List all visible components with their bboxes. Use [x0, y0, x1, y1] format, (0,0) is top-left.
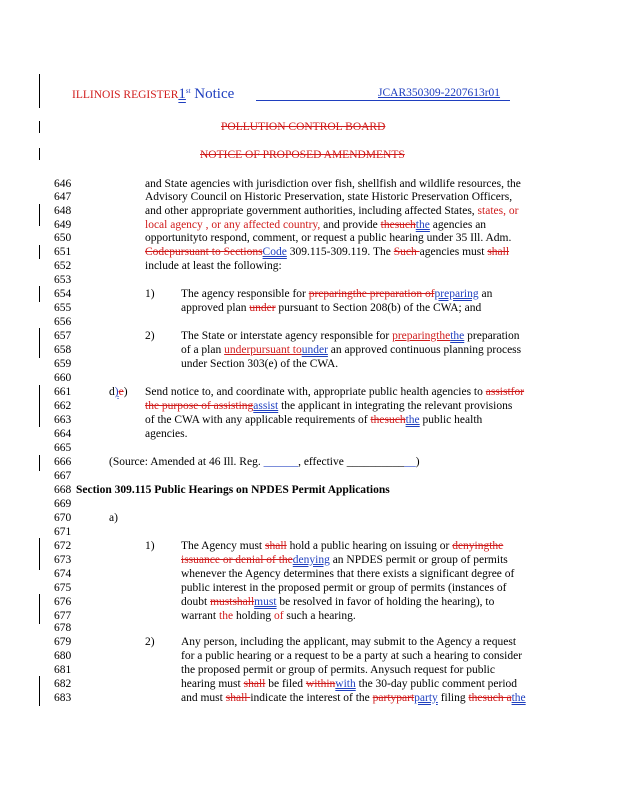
register-header	[72, 86, 234, 103]
line-number: 676	[54, 596, 72, 608]
deleted-text: shall	[265, 540, 287, 552]
line-number: 655	[54, 302, 72, 314]
text-run: an NPDES permit or group of permits	[329, 554, 508, 566]
text-run: hearing must	[181, 678, 244, 690]
text-run: (Source: Amended at 46 Ill. Reg.	[109, 456, 264, 468]
inserted-text: local agency , or any affected country,	[145, 219, 321, 231]
line-number: 661	[54, 386, 72, 398]
deleted-text: shall	[243, 678, 266, 690]
inserted-text: Code	[262, 246, 287, 258]
line-number: 646	[54, 178, 72, 190]
text-run: The agency responsible for	[181, 288, 309, 300]
text-run: doubt	[181, 596, 211, 608]
deleted-text: underpursuant to	[224, 344, 302, 356]
text-line	[181, 330, 520, 343]
text-line: agencies.	[145, 428, 188, 440]
change-bar	[39, 74, 40, 108]
blank-line: __	[404, 456, 416, 468]
line-number: 674	[54, 568, 72, 580]
line-number: 660	[54, 372, 72, 384]
inserted-text: the	[415, 219, 430, 231]
line-number: 677	[54, 610, 72, 622]
text-run: filing	[437, 692, 469, 704]
line-number: 671	[54, 526, 72, 538]
text-line	[181, 540, 503, 553]
text-run: of a plan	[181, 344, 225, 356]
change-bar	[39, 245, 40, 259]
inserted-text: assist	[253, 400, 279, 412]
text-line: for a public hearing or a request to be a party at such a hearing to consider	[181, 650, 523, 662]
page-mark: 1	[178, 86, 186, 102]
jcar-code-text: JCAR350309-2207613r01	[378, 87, 501, 99]
deleted-text: within	[305, 678, 336, 690]
line-number: 658	[54, 344, 72, 356]
line-number: 651	[54, 246, 72, 258]
text-line	[145, 246, 509, 259]
change-bar	[39, 455, 40, 471]
notice-text: Notice	[194, 86, 235, 102]
page-mark-sup: st	[185, 87, 191, 96]
line-number: 649	[54, 219, 72, 231]
line-number: 669	[54, 498, 72, 510]
change-bar	[39, 204, 40, 226]
text-run: )	[123, 386, 128, 398]
line-number: 665	[54, 442, 72, 454]
text-run: The State or interstate agency responsible for	[181, 330, 393, 342]
line-number: 670	[54, 512, 72, 524]
inserted-text: with	[335, 678, 356, 690]
line-number: 675	[54, 582, 72, 594]
line-number: 672	[54, 540, 72, 552]
notice-title: NOTICE OF PROPOSED AMENDMENTS	[200, 149, 405, 161]
board-title: POLLUTION CONTROL BOARD	[221, 121, 386, 133]
line-number: 654	[54, 288, 72, 300]
line-number: 673	[54, 554, 72, 566]
change-bar	[39, 328, 40, 358]
line-number: 652	[54, 260, 72, 272]
text-run: The Agency must	[181, 540, 265, 552]
deleted-text: thesuch a	[468, 692, 512, 704]
text-run: Send notice to, and coordinate with, appropriate public health agencies to	[145, 386, 486, 398]
text-run: be resolved in favor of holding the hearing), to	[276, 596, 495, 608]
item-label: 2)	[145, 330, 155, 342]
line-number: 679	[54, 636, 72, 648]
line-number: 668	[54, 484, 72, 496]
item-label: a)	[109, 512, 118, 524]
text-run: d	[109, 386, 115, 398]
text-line: Any person, including the applicant, may submit to the Agency a request	[181, 636, 517, 648]
text-line	[145, 414, 482, 427]
text-run: public health	[419, 414, 483, 426]
line-number: 666	[54, 456, 72, 468]
text-line	[181, 596, 494, 609]
inserted-text: of	[273, 610, 284, 622]
deleted-text: preparingthe	[392, 330, 451, 342]
inserted-text: the	[450, 330, 465, 342]
text-run: the 30-day public comment period	[355, 678, 518, 690]
text-line	[145, 219, 486, 232]
change-bar	[39, 286, 40, 302]
deleted-text: Such	[393, 246, 420, 258]
text-line: include at least the following:	[145, 260, 282, 272]
line-number: 680	[54, 650, 72, 662]
deleted-text: under	[249, 302, 276, 314]
inserted-text: the	[219, 610, 234, 622]
inserted-text: the	[511, 692, 526, 704]
text-line: whenever the Agency determines that there exists a significant degree of	[181, 568, 515, 580]
item-label: 2)	[145, 636, 155, 648]
deleted-text: assistfor	[485, 386, 525, 398]
deleted-text: thesuch	[370, 414, 406, 426]
line-number: 681	[54, 664, 72, 676]
inserted-text: denying	[292, 554, 330, 566]
item-label: 1)	[145, 288, 155, 300]
line-number: 682	[54, 678, 72, 690]
text-line	[181, 288, 492, 301]
text-run: of the CWA with any applicable requirements of	[145, 414, 371, 426]
text-run: approved plan	[181, 302, 250, 314]
deleted-text: the purpose of assisting	[145, 400, 254, 412]
line-number: 657	[54, 330, 72, 342]
text-run: holding	[233, 610, 274, 622]
deleted-text: denyingthe	[452, 540, 504, 552]
jcar-code	[378, 87, 500, 99]
text-line	[181, 344, 521, 357]
line-number: 647	[54, 191, 72, 203]
text-run: be filed	[265, 678, 306, 690]
text-run: and other appropriate government authorities, including affected States,	[145, 205, 475, 217]
deleted-text: Codepursuant to Sections	[145, 246, 263, 258]
text-run: and provide	[320, 219, 381, 231]
text-run: such a hearing.	[283, 610, 356, 622]
item-label: 1)	[145, 540, 155, 552]
deleted-text: thesuch	[380, 219, 416, 231]
line-number: 659	[54, 358, 72, 370]
text-line	[181, 678, 517, 691]
text-run: preparation	[464, 330, 520, 342]
text-line: and State agencies with jurisdiction over fish, shellfish and wildlife resources, the	[145, 178, 521, 190]
deleted-text: shall	[225, 692, 251, 704]
text-run: pursuant to Section 208(b) of the CWA; and	[275, 302, 482, 314]
change-bar	[39, 594, 40, 624]
deleted-text: preparingthe preparation of	[308, 288, 435, 300]
line-number: 653	[54, 274, 72, 286]
blank-line: __________	[346, 456, 405, 468]
text-line	[181, 554, 508, 567]
text-line: under Section 303(e) of the CWA.	[181, 358, 339, 370]
text-line: opportunityto respond, comment, or request a public hearing under 35 Ill. Adm.	[145, 232, 512, 244]
line-number: 678	[54, 622, 72, 634]
line-number: 667	[54, 470, 72, 482]
text-run: hold a public hearing on issuing or	[286, 540, 453, 552]
inserted-text: must	[254, 596, 277, 608]
text-run: an approved continuous planning process	[327, 344, 522, 356]
inserted-text: preparing	[434, 288, 479, 300]
change-bar	[39, 121, 40, 133]
text-run: the applicant in integrating the relevant provisions	[278, 400, 513, 412]
text-line: Advisory Council on Historic Preservation, state Historic Preservation Officers,	[145, 191, 513, 203]
notice-label	[191, 86, 235, 102]
line-number: 656	[54, 316, 72, 328]
deleted-text: shall	[487, 246, 510, 258]
change-bar	[39, 538, 40, 570]
deleted-text: partypart	[372, 692, 415, 704]
deleted-text: e	[118, 386, 124, 398]
line-number: 650	[54, 232, 72, 244]
line-number: 648	[54, 205, 72, 217]
item-label	[109, 386, 128, 399]
line-number: 683	[54, 692, 72, 704]
text-line: public interest in the proposed permit or group of permits (instances of	[181, 582, 507, 594]
line-number: 664	[54, 428, 72, 440]
text-line	[181, 302, 481, 315]
header-underline	[256, 100, 510, 101]
inserted-text: under	[301, 344, 328, 356]
line-number: 663	[54, 414, 72, 426]
deleted-text: mustshall	[210, 596, 255, 608]
text-line: the proposed permit or group of permits. Anysuch request for public	[181, 664, 495, 676]
change-bar	[39, 148, 40, 160]
text-run: and must	[181, 692, 226, 704]
inserted-text: )	[114, 386, 119, 398]
deleted-text: issuance or denial of the	[181, 554, 293, 566]
text-run: warrant	[181, 610, 219, 622]
text-run: indicate the interest of the	[250, 692, 373, 704]
text-line	[181, 610, 356, 623]
text-run: 309.115-309.119. The	[286, 246, 394, 258]
change-bar	[39, 676, 40, 706]
text-run: , effective	[298, 456, 347, 468]
inserted-text: states, or	[474, 205, 519, 217]
text-run: agencies an	[429, 219, 487, 231]
change-bar	[39, 385, 40, 427]
text-line	[181, 692, 526, 705]
line-number: 662	[54, 400, 72, 412]
blank-line: ______	[263, 456, 299, 468]
inserted-text: party	[414, 692, 438, 704]
text-line	[145, 386, 524, 399]
text-line	[145, 400, 512, 413]
text-run: agencies must	[419, 246, 488, 258]
inserted-text: the	[405, 414, 420, 426]
text-run: )	[415, 456, 420, 468]
text-line	[145, 205, 518, 218]
text-run: an	[478, 288, 493, 300]
register-label: ILLINOIS REGISTER	[72, 89, 179, 101]
section-heading: Section 309.115 Public Hearings on NPDES Permit Applications	[76, 484, 390, 496]
source-note	[109, 456, 420, 469]
